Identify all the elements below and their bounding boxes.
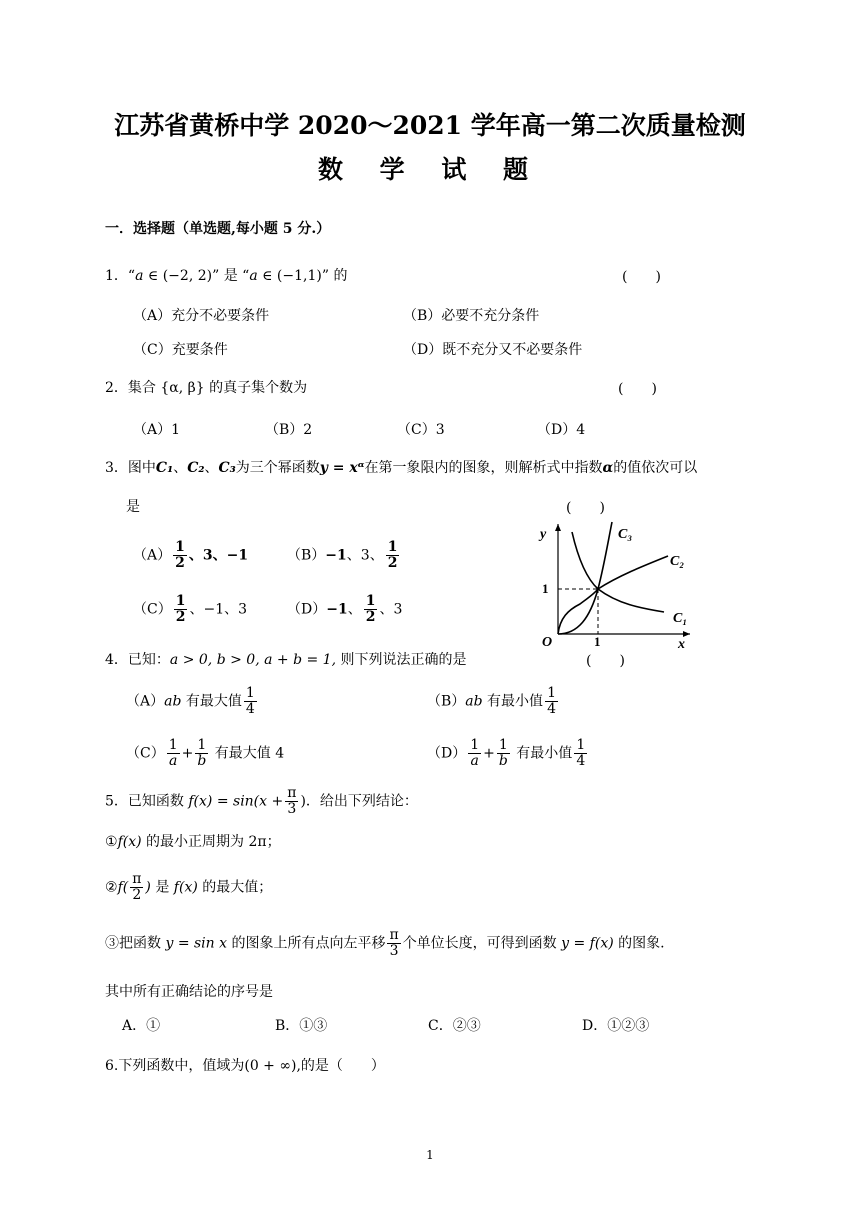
q1-option-d: （D）既不充分又不必要条件: [403, 342, 583, 358]
question-4-stem: 4．已知：a > 0, b > 0, a + b = 1, 则下列说法正确的是: [105, 652, 467, 668]
q3-option-d: （D）−1、 $\frac{1}{2}$ 、3: [287, 593, 403, 625]
y-tick-label: 1: [542, 581, 549, 596]
curve-c2-label: C₂: [670, 554, 685, 569]
q2-option-c: （C）3: [397, 422, 445, 438]
fraction: $\frac{\pi}{3}$: [389, 927, 399, 959]
fraction: $\frac{1}{2}$: [365, 593, 376, 625]
fraction: $\frac{1}{2}$: [175, 593, 186, 625]
question-number: 1．: [105, 268, 128, 284]
q4-option-a: （A）ab 有最大值 $\frac{1}{4}$: [126, 685, 255, 717]
q4-option-d: （D） $\frac{1}{a}$ + $\frac{1}{b}$ 有最小值 $\frac{1}{4}$: [427, 737, 586, 769]
fraction: $\frac{1}{a}$: [168, 737, 178, 769]
question-number: 6.: [105, 1058, 119, 1074]
q5-option-c: C．②③: [428, 1018, 481, 1034]
page-number: 1: [426, 1148, 434, 1162]
power-function-graph: [528, 518, 698, 650]
answer-parentheses: ( ): [622, 269, 661, 285]
q5-option-d: D．①②③: [582, 1018, 650, 1034]
q5-option-b: B．①③: [275, 1018, 328, 1034]
q4-option-b: （B）ab 有最小值 $\frac{1}{4}$: [427, 685, 556, 717]
fraction: $\frac{1}{4}$: [245, 685, 255, 717]
fraction: $\frac{1}{4}$: [576, 737, 586, 769]
fraction: $\frac{\pi}{3}$: [287, 785, 297, 817]
curve-c2: [558, 556, 668, 634]
page-title: 江苏省黄桥中学 2020～2021 学年高一第二次质量检测: [114, 111, 746, 140]
answer-parentheses: ( ): [566, 500, 605, 516]
question-number: 3．: [105, 460, 128, 476]
q5-claim-3: ③把函数 y = sin x 的图象上所有点向左平移 $\frac{\pi}{3}$ 个单位长度，可得到函数 y = f(x) 的图象.: [105, 927, 665, 959]
curve-c1-label: C₁: [673, 611, 688, 626]
q1-option-a: （A）充分不必要条件: [133, 308, 270, 324]
q4-option-c: （C） $\frac{1}{a}$ + $\frac{1}{b}$ 有最大值 4: [126, 737, 285, 769]
y-axis-arrow: [555, 524, 561, 531]
q2-option-a: （A）1: [133, 422, 181, 438]
question-1-stem: 1．“a ∈ (−2, 2)” 是 “a ∈ (−1,1)” 的: [105, 268, 348, 284]
question-6-stem: 6.下列函数中，值域为(0 + ∞),的是（ ）: [105, 1058, 385, 1074]
q1-option-b: （B）必要不充分条件: [403, 308, 540, 324]
y-axis-label: y: [540, 527, 547, 542]
question-3-stem-cont: 是: [126, 499, 140, 515]
q1-option-c: （C）充要条件: [133, 342, 228, 358]
page-subtitle: 数 学 试 题: [317, 155, 543, 184]
q3-option-b: （B）−1、3、 $\frac{1}{2}$: [287, 539, 398, 571]
answer-parentheses: ( ): [586, 653, 625, 669]
fraction: $\frac{1}{2}$: [387, 539, 398, 571]
fraction: $\frac{1}{4}$: [547, 685, 556, 717]
x-tick-label: 1: [594, 634, 601, 649]
fraction: $\frac{1}{b}$: [197, 737, 207, 769]
question-2-stem: 2．集合 {α, β} 的真子集个数为: [105, 380, 308, 396]
q5-claim-1: ①f(x) 的最小正周期为 2π；: [105, 834, 281, 850]
q3-option-a: （A） $\frac{1}{2}$ 、3、−1: [133, 539, 249, 571]
curve-c3-label: C₃: [618, 527, 633, 542]
q5-claim-2: ②f( $\frac{\pi}{2}$ ) 是 f(x) 的最大值；: [105, 871, 273, 903]
q5-prompt: 其中所有正确结论的序号是: [105, 984, 273, 1000]
q2-option-d: （D）4: [537, 422, 586, 438]
section-heading: 一．选择题（单选题,每小题 5 分.）: [105, 221, 331, 237]
q5-option-a: A．①: [122, 1018, 161, 1034]
answer-parentheses: ( ): [618, 381, 657, 397]
fraction: $\frac{1}{a}$: [470, 737, 480, 769]
question-number: 5．: [105, 793, 128, 810]
q2-option-b: （B）2: [265, 422, 313, 438]
question-5-stem: 5．已知函数 f(x) = sin(x + $\frac{\pi}{3}$ )．给出下列结论：: [105, 785, 418, 817]
question-3-stem: 3．图中C₁、C₂、C₃为三个幂函数y = xᵅ在第一象限内的图象，则解析式中指数α的值依次可以: [105, 460, 698, 476]
curve-c3: [558, 522, 612, 634]
question-number: 2．: [105, 380, 128, 396]
fraction: $\frac{\pi}{2}$: [132, 871, 142, 903]
question-number: 4．: [105, 652, 128, 668]
origin-label: O: [542, 635, 553, 650]
fraction: $\frac{1}{2}$: [175, 539, 185, 571]
q3-option-c: （C） $\frac{1}{2}$ 、−1、3: [133, 593, 248, 625]
fraction: $\frac{1}{b}$: [498, 737, 508, 769]
x-axis-label: x: [678, 637, 685, 650]
